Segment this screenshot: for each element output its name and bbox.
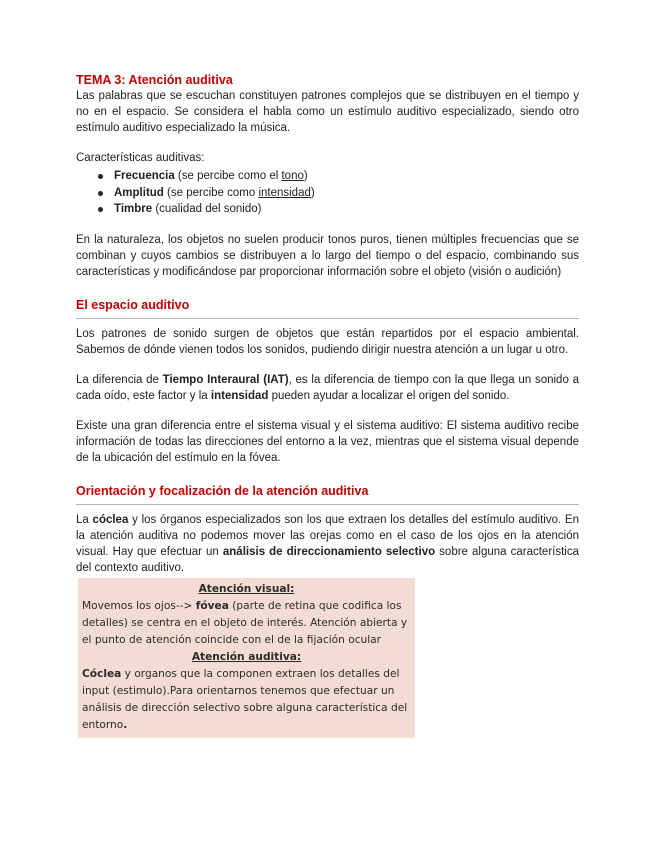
link-tono[interactable]: tono	[281, 170, 304, 182]
term-frecuencia: Frecuencia	[114, 170, 175, 182]
list-item	[76, 185, 579, 202]
box-heading-auditiva: Atención auditiva:	[191, 650, 302, 663]
box-paragraph-visual	[82, 598, 411, 649]
text: pueden ayudar a localizar el origen del sonido.	[268, 389, 510, 402]
page-title: TEMA 3: Atención auditiva	[76, 73, 233, 87]
orientacion-paragraph	[76, 512, 579, 576]
item-text: )	[310, 186, 315, 199]
text: , es la diferencia de tiempo con la que llega un sonido a cada oído, este factor y la	[76, 373, 579, 402]
nature-paragraph: En la naturaleza, los objetos no suelen producir tonos puros, tienen múltiples frecuencias que se combinan y cuyos cambios se distribuyen a lo largo del tiempo o del espacio, combinando sus características y modificándose par proporcionar información sobre el objeto (visión o audición)	[76, 233, 579, 278]
bold-term: fóvea	[195, 599, 229, 612]
text: y organos que la componen extraen los detalles del input (estimulo).Para orientarnos tenemos que efectuar un análisis de dirección selectivo sobre alguna característica del entorno	[82, 667, 408, 731]
bold-term: cóclea	[92, 513, 129, 526]
list-item	[76, 201, 579, 218]
characteristics-list	[76, 168, 579, 218]
list-item	[76, 168, 579, 185]
text: Movemos los ojos-->	[82, 599, 196, 612]
section-divider	[76, 318, 579, 319]
intro-paragraph: Las palabras que se escuchan constituyen patrones complejos que se distribuyen en el tiempo y no en el espacio. Se considera el habla como un estímulo auditivo especializado, siendo otro estímulo auditivo especializado la música.	[76, 90, 579, 134]
text: (parte de retina que codifica los detalles) se centra en el objeto de interés. Atención abierta y el punto de atención coincide con el de la fijación ocular	[82, 599, 408, 646]
notes-box	[78, 578, 415, 738]
item-text: (cualidad del sonido)	[152, 203, 262, 215]
espacio-paragraph-1: Los patrones de sonido surgen de objetos que están repartidos por el espacio ambiental. Sabemos de dónde vienen todos los sonidos, pudiendo dirigir nuestra atención a un lugar u otro.	[76, 327, 579, 356]
section-heading-orientacion: Orientación y focalización de la atención auditiva	[76, 483, 369, 498]
bold-term: intensidad	[210, 389, 269, 402]
text: y los órganos especializados son los que extraen los detalles del estímulo auditivo. En la atención auditiva no podemos mover las orejas como en el caso de los ojos en la atención visual. Hay que efectuar un	[76, 513, 579, 558]
section-divider	[76, 504, 579, 505]
link-intensidad[interactable]: intensidad	[258, 186, 311, 199]
bold-term: análisis de direccionamiento selectivo	[222, 545, 436, 558]
item-text: (se percibe como	[163, 186, 259, 199]
item-text: (se percibe como el	[174, 170, 282, 182]
bold-term: Cóclea	[82, 667, 122, 680]
box-heading-visual: Atención visual:	[198, 582, 295, 595]
item-text: )	[303, 170, 308, 182]
section-heading-espacio: El espacio auditivo	[76, 297, 190, 312]
text: .	[123, 718, 128, 731]
bold-term: Tiempo Interaural (IAT)	[162, 373, 289, 386]
term-timbre: Timbre	[114, 203, 153, 215]
espacio-paragraph-3: Existe una gran diferencia entre el sistema visual y el sistema auditivo: El sistema auditivo recibe información de todas las direcciones del entorno a la vez, mientras que el sistema visual depende de la ubicación del estímulo en la fóvea.	[76, 419, 579, 464]
document-page	[76, 72, 579, 738]
term-amplitud: Amplitud	[114, 186, 164, 199]
text: La	[76, 513, 93, 526]
characteristics-heading: Características auditivas:	[76, 152, 205, 164]
box-paragraph-auditiva	[82, 666, 411, 734]
espacio-paragraph-2	[76, 372, 579, 404]
text: sobre alguna característica del contexto auditivo.	[76, 545, 579, 574]
text: La diferencia de	[76, 373, 163, 386]
